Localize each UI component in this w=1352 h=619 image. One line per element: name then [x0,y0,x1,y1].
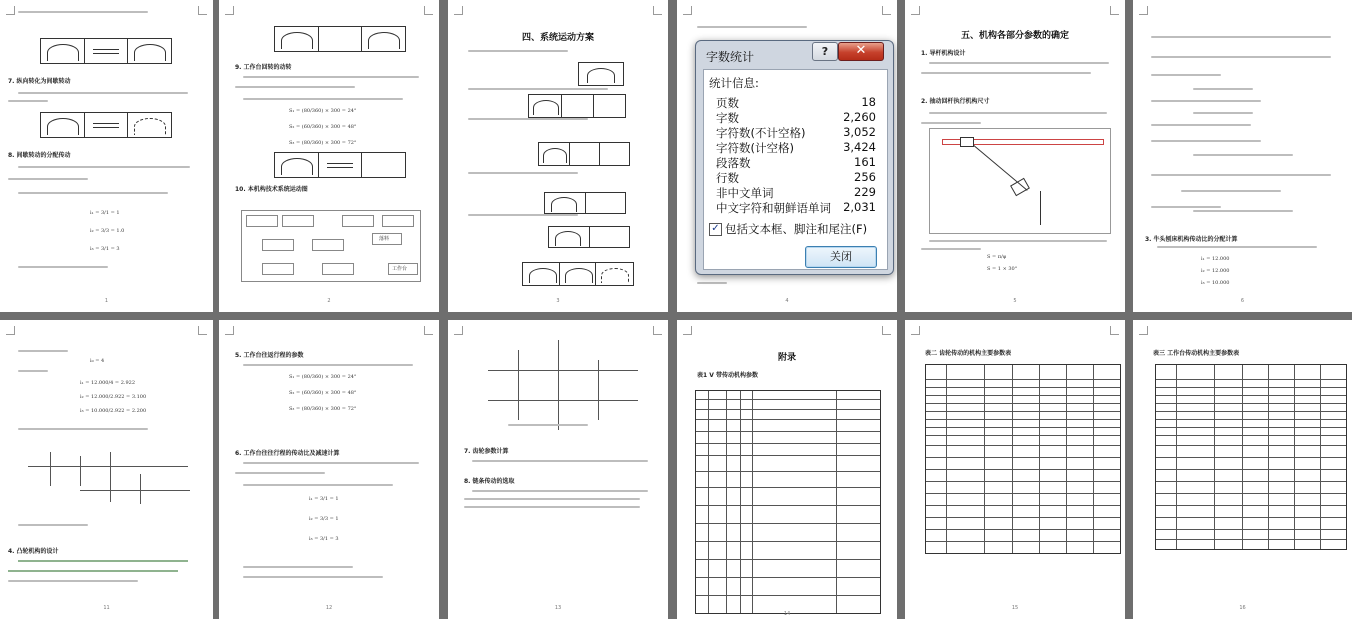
formula: i₂ = 3/3 = 1 [309,516,339,522]
margin-mark [1110,6,1119,15]
document-page-12 [219,320,439,619]
system-motion-diagram [241,210,421,282]
page-number: 15 [1011,605,1019,611]
stat-value: 2,031 [843,200,876,214]
mechanism-sketch [522,262,634,286]
document-page-1 [0,0,213,312]
text-line [1151,124,1251,126]
text-line [243,98,403,100]
stat-label: 字符数(计空格) [716,141,794,155]
mechanism-drawing [929,128,1111,234]
formula: i₃ = 10.000 [1201,280,1230,286]
margin-mark [1139,326,1148,335]
page-number: 13 [554,605,562,611]
stat-label: 行数 [716,171,739,185]
help-button[interactable]: ? [812,42,838,61]
mechanism-sketch [528,94,626,118]
stat-label: 字数 [716,111,739,125]
text-line [1193,210,1293,212]
margin-mark [454,326,463,335]
mechanism-sketch [548,226,630,248]
margin-mark [911,6,920,15]
page-number: 11 [103,605,110,611]
page-number: 12 [325,605,333,611]
text-line [18,92,188,94]
text-line [18,524,88,526]
page-number: 1 [104,298,109,304]
document-page-3 [448,0,668,312]
stat-paragraphs [716,155,876,171]
margin-mark [6,326,15,335]
stat-value: 256 [854,170,876,184]
page-number: 14 [783,611,791,617]
document-page-2 [219,0,439,312]
worktable-parameter-table [1155,364,1347,550]
gear-parameter-table [925,364,1121,554]
stat-value: 3,052 [843,125,876,139]
page-number: 4 [785,298,789,304]
dialog-title: 字数统计 [706,50,755,64]
section-heading: 4. 凸轮机构的设计 [8,548,59,555]
margin-mark [683,6,692,15]
margin-mark [683,326,692,335]
mechanism-sketch [544,192,626,214]
close-icon[interactable]: ✕ [838,42,884,61]
margin-mark [6,6,15,15]
section-heading: 6. 工作台往往行程的传动比及减速计算 [235,450,340,457]
formula: i₁ = 12.000/4 = 2.922 [80,380,136,386]
text-line [468,50,568,52]
text-line [929,240,1107,242]
gear-train-diagram [20,444,195,508]
text-line [468,118,588,120]
section-heading: 3. 牛头刨床机构传动比的分配计算 [1145,236,1238,243]
text-line [1151,100,1261,102]
stat-pages [716,95,876,111]
margin-mark [424,326,433,335]
formula: S = π/φ [987,254,1007,260]
document-page-16 [1133,320,1352,619]
section-heading: 2. 抽动回杆执行机构尺寸 [921,98,990,105]
text-line [464,498,640,500]
text-line [8,570,178,572]
text-line [472,490,648,492]
section-heading: 1. 导杆机构设计 [921,50,966,57]
text-line [1151,74,1221,76]
stat-asian-chars [716,200,876,216]
formula: S₃ = (80/360) × 300 = 72° [289,406,357,412]
page-number: 6 [1240,298,1245,304]
stat-lines [716,170,876,186]
section-heading: 8. 链条传动的选取 [464,478,515,485]
text-line [243,576,383,578]
text-line [18,11,148,13]
formula: i₂ = 12.000/2.922 = 3.100 [80,394,147,400]
text-line [243,76,419,78]
text-line [18,350,68,352]
stat-value: 161 [854,155,876,169]
diagram-label: 落料 [379,236,390,242]
text-line [18,560,188,562]
text-line [18,266,108,268]
word-count-dialog [695,40,894,275]
document-page-6 [1133,0,1352,312]
stat-label: 字符数(不计空格) [716,126,806,140]
page-title: 五、机构各部分参数的确定 [960,31,1069,41]
section-heading: 8. 间歇转动的分配传动 [8,152,71,159]
table-caption: 表三 工作台传动机构主要参数表 [1153,350,1240,357]
mechanism-sketch [538,142,630,166]
include-textboxes-label[interactable]: 包括文本框、脚注和尾注(F) [725,222,868,236]
stat-chars-with-spaces [716,140,876,156]
text-line [1157,246,1317,248]
text-line [18,428,148,430]
formula: S₁ = (80/360) × 300 = 24° [289,374,357,380]
text-line [243,364,413,366]
page-number: 5 [1013,298,1017,304]
formula: i₃ = 10.000/2.922 = 2.200 [80,408,147,414]
formula: i₃ = 3/1 = 3 [90,246,120,252]
statistics-heading: 统计信息: [709,76,759,90]
document-page-13 [448,320,668,619]
formula: S₁ = (80/360) × 300 = 24° [289,108,357,114]
formula: S₂ = (60/360) × 300 = 48° [289,390,357,396]
text-line [929,112,1107,114]
text-line [235,472,325,474]
stat-label: 中文字符和朝鲜语单词 [716,201,831,215]
formula: S = 1 × 30° [987,266,1018,272]
page-title: 四、系统运动方案 [521,33,594,43]
table-caption: 表二 齿轮传动的机构主要参数表 [925,350,1012,357]
motion-diagram [40,112,172,138]
stat-words [716,110,876,126]
margin-mark [1110,326,1119,335]
text-line [1193,154,1293,156]
margin-mark [454,6,463,15]
margin-mark [882,326,891,335]
text-line [1151,140,1261,142]
text-line [18,166,190,168]
margin-mark [882,6,891,15]
text-line [1181,190,1281,192]
section-heading: 9. 工作台回转的动转 [235,64,292,71]
text-line [8,580,138,582]
stat-label: 非中文单词 [716,186,774,200]
close-button[interactable]: 关闭 [805,246,877,268]
mechanism-sketch [578,62,624,86]
stat-value: 18 [861,95,876,109]
formula: i₃ = 3/1 = 3 [309,536,339,542]
formula: S₃ = (80/360) × 300 = 72° [289,140,357,146]
motion-diagram [274,152,406,178]
text-line [929,62,1109,64]
page-title: 附录 [777,353,796,363]
diagram-label: 工作台 [392,266,408,272]
margin-mark [198,6,207,15]
text-line [468,172,578,174]
text-line [1151,56,1331,58]
text-line [243,462,419,464]
include-textboxes-checkbox[interactable]: ✓ [709,223,722,236]
text-line [8,178,88,180]
text-line [1193,112,1253,114]
formula: i₀ = 4 [90,358,105,364]
stat-value: 3,424 [843,140,876,154]
gear-train-diagram [478,340,648,430]
stat-chars-no-spaces [716,125,876,141]
statistics-panel [703,69,888,270]
formula: i₁ = 3/1 = 1 [90,210,120,216]
formula: i₁ = 12.000 [1201,256,1230,262]
margin-mark [911,326,920,335]
document-page-15 [905,320,1125,619]
text-line [1151,174,1331,176]
text-line [468,214,578,216]
text-line [8,100,48,102]
stat-label: 段落数 [716,156,751,170]
text-line [1193,88,1253,90]
margin-mark [1139,6,1148,15]
text-line [508,424,588,426]
motion-diagram [40,38,172,64]
document-page-11 [0,320,213,619]
text-line [235,86,355,88]
text-line [1151,36,1331,38]
text-line [18,370,48,372]
page-number: 3 [556,298,560,304]
parameter-table [695,390,881,614]
margin-mark [198,326,207,335]
document-page-5 [905,0,1125,312]
text-line [18,192,168,194]
formula: i₁ = 3/1 = 1 [309,496,339,502]
section-heading: 10. 本机构技术系统运动图 [235,186,308,193]
document-page-14 [677,320,897,619]
text-line [921,122,981,124]
margin-mark [424,6,433,15]
text-line [243,566,353,568]
table-caption: 表1 V 带传动机构参数 [697,372,758,379]
section-heading: 7. 齿轮参数计算 [464,448,509,455]
text-line [697,26,807,28]
formula: i₂ = 3/3 = 1.0 [90,228,125,234]
formula: S₂ = (60/360) × 300 = 48° [289,124,357,130]
text-line [921,248,981,250]
text-line [468,88,608,90]
text-line [697,282,727,284]
margin-mark [225,326,234,335]
motion-diagram [274,26,406,52]
section-heading: 7. 纵向转化为间歇转动 [8,78,71,85]
text-line [921,72,1091,74]
section-heading: 5. 工作台往返行程的参数 [235,352,304,359]
stat-value: 229 [854,185,876,199]
page-number: 2 [327,298,331,304]
margin-mark [653,6,662,15]
margin-mark [653,326,662,335]
text-line [243,484,393,486]
stat-non-chinese-words [716,185,876,201]
page-number: 16 [1239,605,1246,611]
stat-value: 2,260 [843,110,876,124]
margin-mark [225,6,234,15]
text-line [1151,206,1221,208]
text-line [472,460,648,462]
stat-label: 页数 [716,96,739,110]
text-line [464,506,640,508]
formula: i₂ = 12.000 [1201,268,1230,274]
